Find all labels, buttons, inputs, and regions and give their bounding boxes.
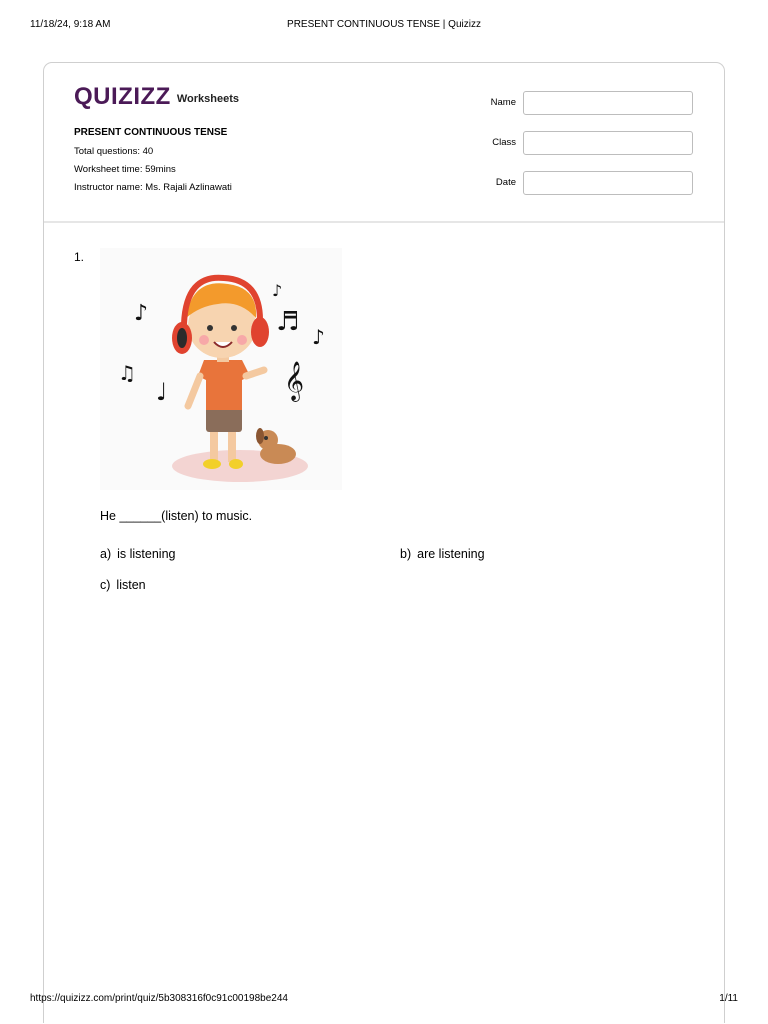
name-field[interactable] xyxy=(523,91,693,115)
option-c xyxy=(100,578,146,592)
class-label: Class xyxy=(492,137,516,148)
question-text: He ______(listen) to music. xyxy=(100,509,253,523)
svg-text:♩: ♩ xyxy=(156,378,168,406)
class-field-row xyxy=(474,131,694,155)
total-questions: Total questions: 40 xyxy=(74,146,154,157)
option-b xyxy=(400,547,485,561)
worksheet-card xyxy=(43,62,725,1023)
worksheet-header xyxy=(44,63,724,223)
svg-text:♪: ♪ xyxy=(272,281,283,300)
date-field[interactable] xyxy=(523,171,693,195)
name-field-row xyxy=(474,91,694,115)
svg-text:♪: ♪ xyxy=(312,325,325,349)
print-datetime: 11/18/24, 9:18 AM xyxy=(30,19,111,30)
logo-brand: QUIZIZZ xyxy=(74,83,171,110)
option-letter: b) xyxy=(400,547,412,561)
option-letter: a) xyxy=(100,547,112,561)
option-a xyxy=(100,547,176,561)
worksheet-time: Worksheet time: 59mins xyxy=(74,164,176,175)
name-label: Name xyxy=(490,97,516,108)
option-text: is listening xyxy=(117,547,176,561)
print-page-number: 1/11 xyxy=(719,993,738,1004)
quizizz-logo xyxy=(74,85,239,109)
svg-text:♬: ♬ xyxy=(276,307,300,337)
logo-product: Worksheets xyxy=(176,93,239,105)
question-number: 1. xyxy=(74,250,85,264)
svg-text:♪: ♪ xyxy=(134,301,149,326)
print-url: https://quizizz.com/print/quiz/5b308316f0c91c00198be244 xyxy=(30,993,288,1004)
print-footer xyxy=(0,993,768,1007)
option-text: are listening xyxy=(417,547,485,561)
date-field-row xyxy=(474,171,694,195)
worksheet-title: PRESENT CONTINUOUS TENSE xyxy=(74,127,228,138)
boy-listening-music-image xyxy=(100,248,342,490)
print-page-title: PRESENT CONTINUOUS TENSE | Quizizz xyxy=(287,19,481,30)
instructor-name: Instructor name: Ms. Rajali Azlinawati xyxy=(74,182,232,193)
svg-text:𝄞: 𝄞 xyxy=(284,361,305,401)
print-header xyxy=(0,19,768,33)
option-text: listen xyxy=(116,578,146,592)
class-field[interactable] xyxy=(523,131,693,155)
svg-text:♫: ♫ xyxy=(118,361,136,385)
date-label: Date xyxy=(495,177,516,188)
option-letter: c) xyxy=(100,578,111,592)
worksheet-meta xyxy=(74,127,374,200)
